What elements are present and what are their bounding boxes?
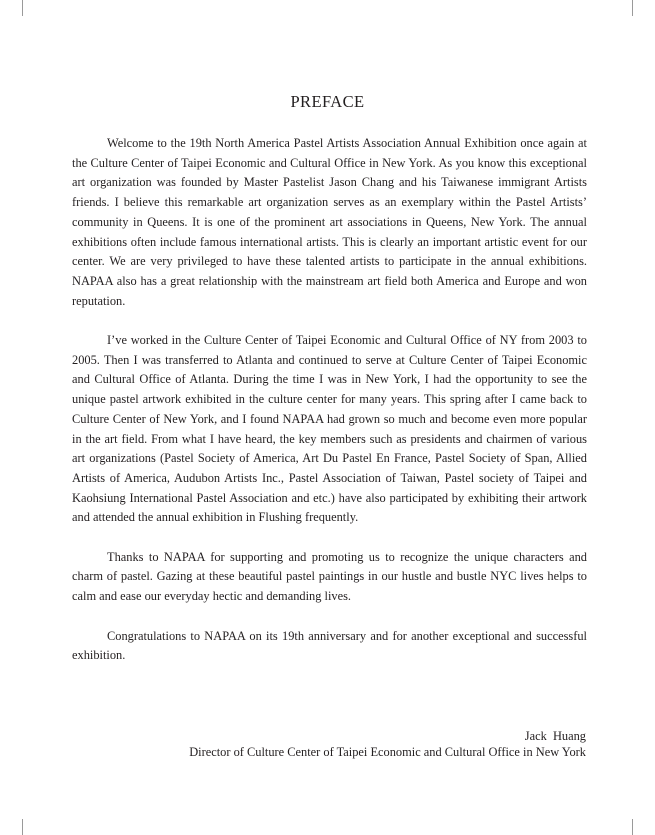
paragraph-3: Thanks to NAPAA for supporting and promoting us to recognize the unique characters and charm of pastel. Gazing at these beautiful pastel paintings in our hustle and bustle NYC lives helps to calm and ease our everyday hectic and demanding lives. [72, 549, 587, 604]
paragraph-4: Congratulations to NAPAA on its 19th anniversary and for another exceptional and successful exhibition. [72, 628, 587, 663]
crop-mark-top-left [22, 0, 23, 16]
paragraph-2: I’ve worked in the Culture Center of Taipei Economic and Cultural Office of NY from 2003 to 2005. Then I was transferred to Atlanta and continued to serve at Culture Center of Taipei Economic and Cultural Office of Atlanta. During the time I was in New York, I had the opportunity to see the unique pastel artwork exhibited in the culture center for many years. This spring after I came back to Culture Center of New York, and I found NAPAA had grown so much and become even more popular in the art field. From what I have heard, the key members such as presidents and chairmen of various art organizations (Pastel Society of America, Art Du Pastel En France, Pastel Society of Span, Allied Artists of America, Audubon Artists Inc., Pastel Association of Taiwan, Pastel society of Taipei and Kaohsiung International Pastel Association and etc.) have also participated by exhibiting their artwork and attended the annual exhibition in Flushing frequently. [72, 333, 587, 525]
signature-title: Director of Culture Center of Taipei Economic and Cultural Office in New York [189, 744, 586, 759]
crop-mark-top-right [632, 0, 633, 16]
page-title: PREFACE [290, 92, 365, 111]
signature-name: Jack Huang [524, 729, 586, 743]
crop-mark-bottom-left [22, 819, 23, 835]
signature-block [189, 729, 586, 760]
preface-body [72, 134, 587, 686]
crop-mark-bottom-right [632, 819, 633, 835]
paragraph-1: Welcome to the 19th North America Pastel Artists Association Annual Exhibition once again at the Culture Center of Taipei Economic and Cultural Office in New York. As you know this exceptional art organization was founded by Master Pastelist Jason Chang and his Taiwanese immigrant Artists friends. I believe this remarkable art organization serves as an exemplary within the Pastel Artists’ community in Queens. It is one of the prominent art associations in Queens, New York. The annual exhibitions often include famous international artists. This is clearly an important artistic event for our center. We are very privileged to have these talented artists to participate in the annual exhibitions. NAPAA also has a great relationship with the mainstream art field both America and Europe and won reputation. [72, 136, 587, 308]
